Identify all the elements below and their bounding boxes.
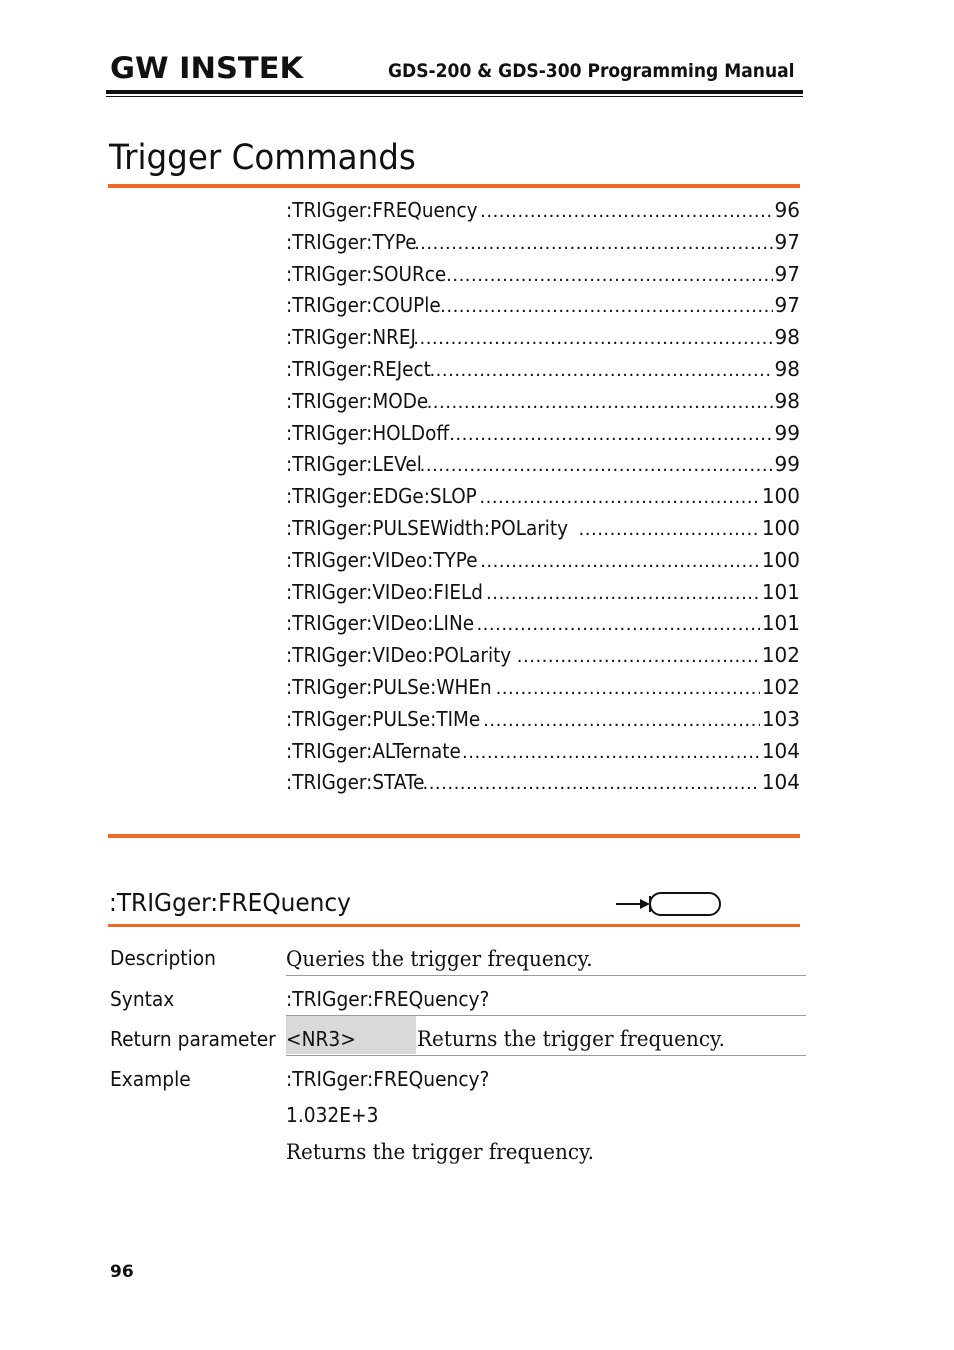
toc-page: 103 <box>761 706 800 731</box>
toc-entry[interactable] <box>286 198 800 230</box>
toc-entry[interactable] <box>286 770 800 802</box>
header-rule-thick <box>106 90 803 94</box>
toc-page: 97 <box>774 229 800 254</box>
toc-command: :TRIGger:EDGe:SLOP <box>286 484 477 509</box>
toc-command: :TRIGger:TYPe <box>286 229 417 254</box>
syntax-label: Syntax <box>110 987 175 1011</box>
toc-command: :TRIGger:COUPle <box>286 293 441 318</box>
toc-leader-dots <box>486 583 760 604</box>
toc-entry[interactable] <box>286 357 800 389</box>
toc-page: 99 <box>774 420 800 445</box>
toc-entry[interactable] <box>286 643 800 675</box>
toc-page: 97 <box>774 293 800 318</box>
page-number: 96 <box>110 1262 134 1282</box>
toc-leader-dots <box>413 328 772 349</box>
toc-page: 100 <box>761 547 800 572</box>
toc-command: :TRIGger:VIDeo:TYPe <box>286 547 478 572</box>
toc-entry[interactable] <box>286 548 800 580</box>
toc-page: 102 <box>761 674 800 699</box>
toc-entry[interactable] <box>286 484 800 516</box>
toc-page: 98 <box>774 356 800 381</box>
toc-entry[interactable] <box>286 293 800 325</box>
toc-entry[interactable] <box>286 421 800 453</box>
row-divider <box>286 975 806 976</box>
section-divider-top <box>108 184 800 188</box>
example-command: :TRIGger:FREQuency? <box>286 1067 490 1091</box>
row-divider <box>286 1055 806 1056</box>
toc-entry[interactable] <box>286 611 800 643</box>
return-parameter-value: <NR3> <box>286 1027 356 1051</box>
query-arrow-icon <box>614 890 724 918</box>
toc-entry[interactable] <box>286 230 800 262</box>
section-divider-bottom <box>108 834 800 838</box>
toc-page: 101 <box>761 611 800 636</box>
toc-page: 98 <box>774 325 800 350</box>
toc-entry[interactable] <box>286 675 800 707</box>
toc-page: 102 <box>761 643 800 668</box>
toc-page: 100 <box>761 484 800 509</box>
toc-entry[interactable] <box>286 516 800 548</box>
toc-page: 99 <box>774 452 800 477</box>
toc-command: :TRIGger:FREQuency <box>286 198 478 222</box>
toc-entry[interactable] <box>286 580 800 612</box>
toc-leader-dots <box>476 614 759 635</box>
brand-logo: GW INSTEK <box>110 51 304 85</box>
return-parameter-label: Return parameter <box>110 1027 276 1051</box>
toc-command: :TRIGger:REJect <box>286 356 431 381</box>
toc-leader-dots <box>422 773 759 794</box>
toc-command: :TRIGger:PULSEWidth:POLarity <box>286 515 569 540</box>
toc-page: 104 <box>761 738 800 763</box>
command-divider <box>108 924 800 927</box>
example-label: Example <box>110 1067 191 1091</box>
command-title: :TRIGger:FREQuency <box>109 888 351 917</box>
toc-command: :TRIGger:VIDeo:POLarity <box>286 643 512 668</box>
syntax-text: :TRIGger:FREQuency? <box>286 987 490 1011</box>
toc-entry[interactable] <box>286 325 800 357</box>
toc-leader-dots <box>479 487 759 508</box>
toc-leader-dots <box>446 265 772 286</box>
description-label: Description <box>110 946 216 970</box>
toc-leader-dots <box>449 424 772 445</box>
toc-command: :TRIGger:VIDeo:LINe <box>286 611 475 636</box>
toc-page: 100 <box>761 515 800 540</box>
toc-page: 97 <box>774 261 800 286</box>
toc-command: :TRIGger:NREJ <box>286 325 416 350</box>
example-value: 1.032E+3 <box>286 1103 379 1127</box>
toc-page: 101 <box>761 579 800 604</box>
toc-leader-dots <box>462 742 760 763</box>
toc-leader-dots <box>429 360 772 381</box>
toc-command: :TRIGger:SOURce <box>286 261 447 286</box>
toc-page: 104 <box>761 770 800 795</box>
toc-command: :TRIGger:PULSe:WHEn <box>286 674 492 699</box>
section-title: Trigger Commands <box>109 138 416 178</box>
toc-command: :TRIGger:LEVel <box>286 452 422 477</box>
return-parameter-text: Returns the trigger frequency. <box>417 1027 725 1051</box>
toc-command: :TRIGger:ALTernate <box>286 738 461 763</box>
description-text: Queries the trigger frequency. <box>286 947 593 971</box>
toc-command: :TRIGger:STATe <box>286 770 425 795</box>
toc-leader-dots <box>427 392 773 413</box>
header-rule-thin <box>106 96 803 98</box>
toc-list <box>286 198 800 802</box>
toc-leader-dots <box>440 296 772 317</box>
toc-entry[interactable] <box>286 707 800 739</box>
toc-page: 98 <box>774 388 800 413</box>
toc-leader-dots <box>496 678 760 699</box>
toc-entry[interactable] <box>286 452 800 484</box>
toc-command: :TRIGger:PULSe:TIMe <box>286 706 481 731</box>
toc-leader-dots <box>483 710 760 731</box>
toc-command: :TRIGger:VIDeo:FIELd <box>286 579 483 604</box>
toc-leader-dots <box>420 455 773 476</box>
manual-title: GDS-200 & GDS-300 Programming Manual <box>388 60 795 82</box>
toc-entry[interactable] <box>286 739 800 771</box>
toc-entry[interactable] <box>286 389 800 421</box>
example-text: Returns the trigger frequency. <box>286 1140 594 1164</box>
toc-page: 96 <box>774 198 800 222</box>
toc-leader-dots <box>517 646 760 667</box>
toc-leader-dots <box>480 551 760 572</box>
toc-leader-dots <box>480 201 772 222</box>
toc-entry[interactable] <box>286 262 800 294</box>
toc-command: :TRIGger:MODe <box>286 388 429 413</box>
toc-leader-dots <box>414 233 773 254</box>
toc-leader-dots <box>579 519 760 540</box>
toc-command: :TRIGger:HOLDoff <box>286 420 450 445</box>
